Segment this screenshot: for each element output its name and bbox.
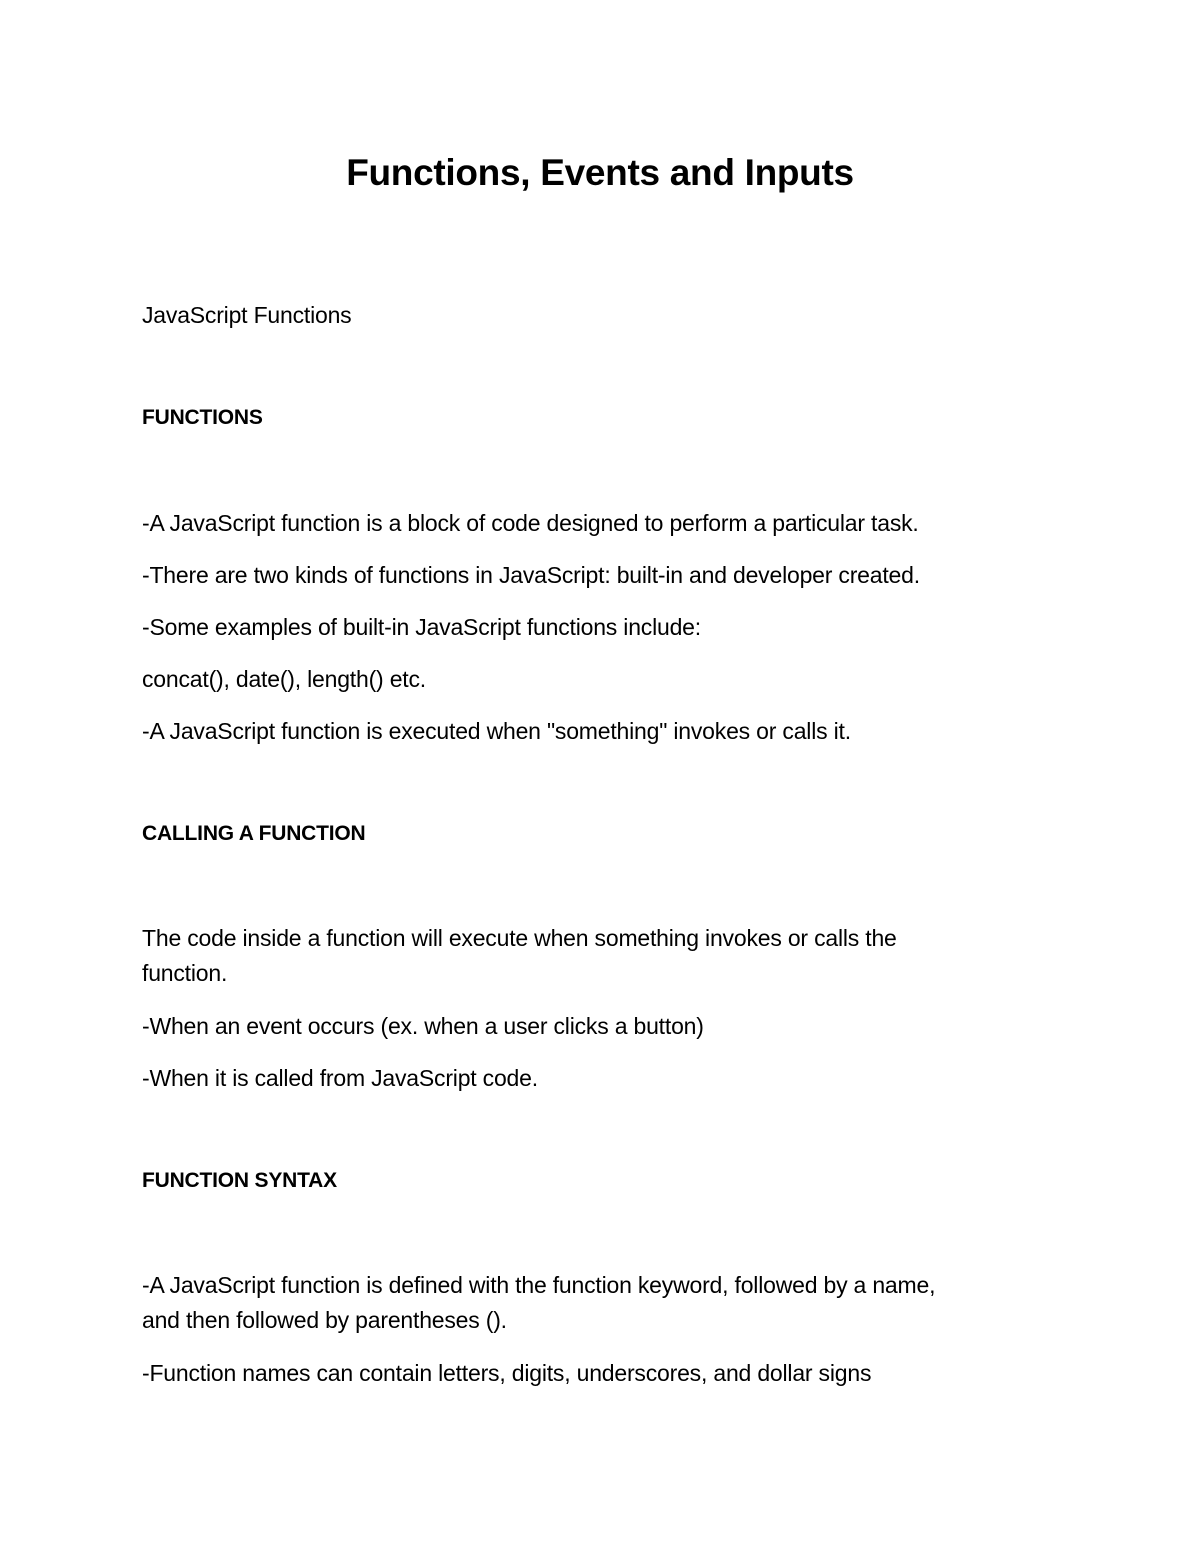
paragraph-line: -When an event occurs (ex. when a user clicks a button)	[142, 1013, 704, 1039]
paragraph-line: -A JavaScript function is a block of code designed to perform a particular task.	[142, 510, 919, 536]
section-heading-calling-a-function: CALLING A FUNCTION	[142, 822, 366, 845]
section-heading-function-syntax: FUNCTION SYNTAX	[142, 1169, 337, 1192]
paragraph-line: -Function names can contain letters, digits, underscores, and dollar signs	[142, 1360, 872, 1386]
document-title: Functions, Events and Inputs	[346, 152, 854, 193]
section-heading-functions: FUNCTIONS	[142, 406, 263, 429]
paragraph-line: concat(), date(), length() etc.	[142, 666, 426, 692]
document-subtitle: JavaScript Functions	[142, 302, 352, 328]
paragraph-line: -When it is called from JavaScript code.	[142, 1065, 538, 1091]
paragraph-line: -A JavaScript function is defined with the function keyword, followed by a name,	[142, 1272, 936, 1298]
paragraph-line: -A JavaScript function is executed when "something" invokes or calls it.	[142, 718, 851, 744]
paragraph-line: -Some examples of built-in JavaScript functions include:	[142, 614, 701, 640]
paragraph-line: and then followed by parentheses ().	[142, 1307, 507, 1333]
paragraph-line: -There are two kinds of functions in JavaScript: built-in and developer created.	[142, 562, 920, 588]
paragraph-line: The code inside a function will execute when something invokes or calls the	[142, 925, 897, 951]
paragraph-line: function.	[142, 960, 228, 986]
